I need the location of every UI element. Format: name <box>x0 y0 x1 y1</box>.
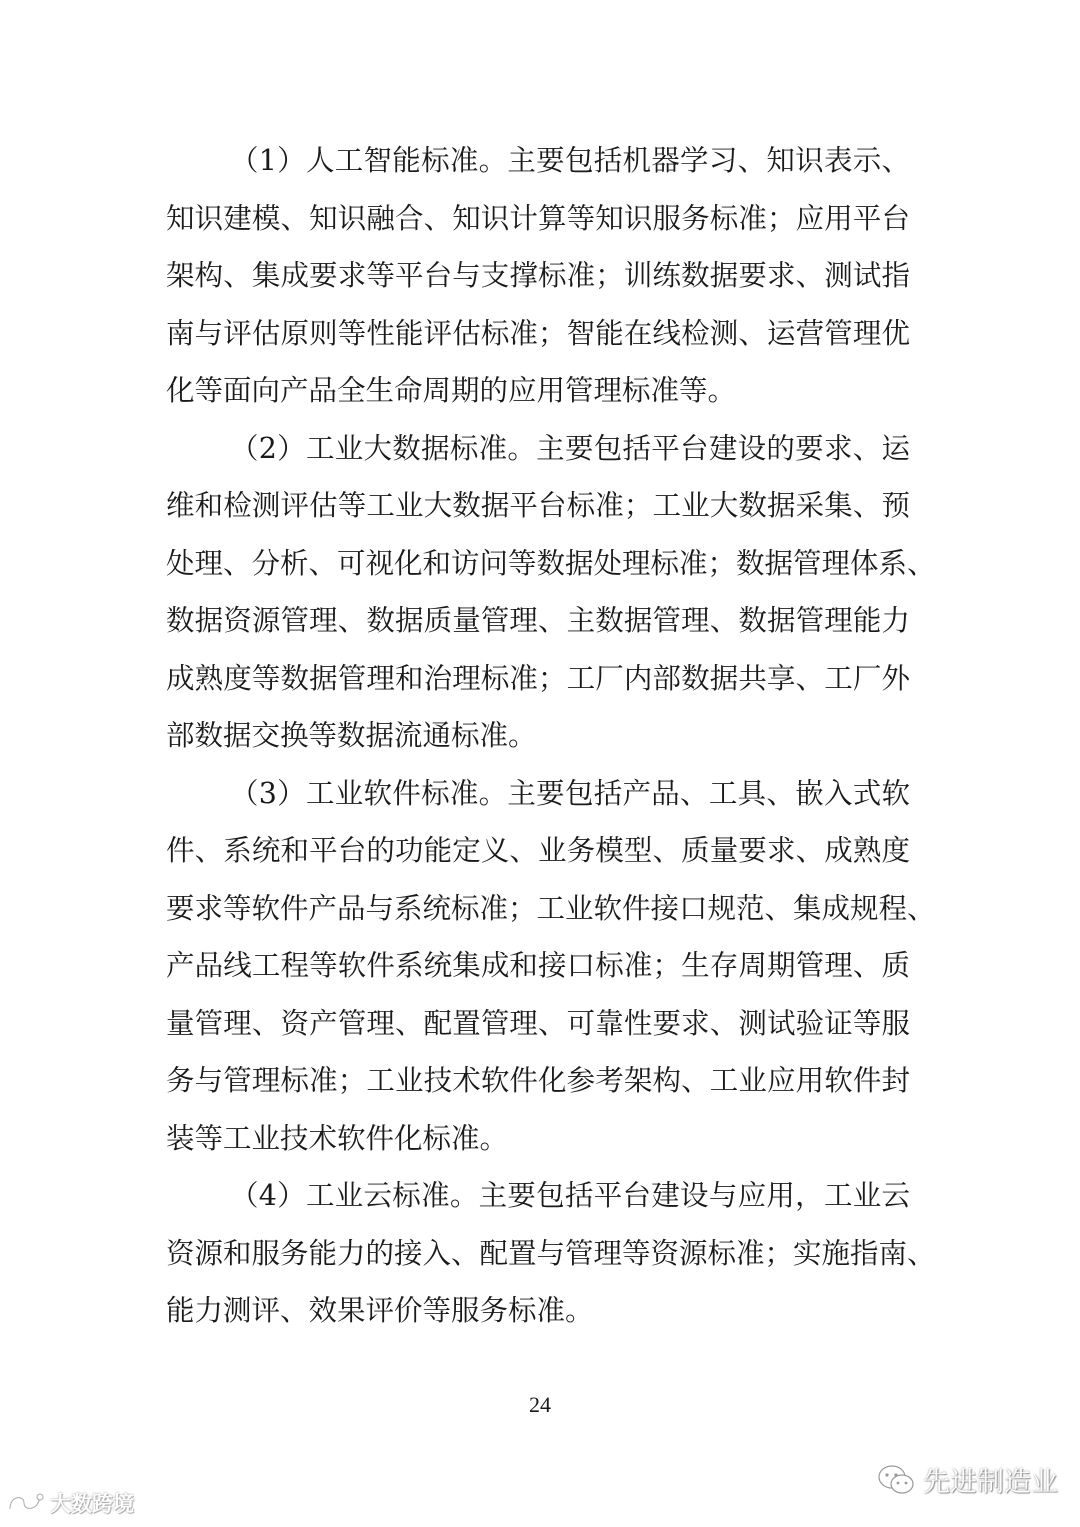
text-line: 架构、集成要求等平台与支撑标准；训练数据要求、测试指 <box>166 259 910 292</box>
paragraph-big-data-standards <box>166 420 936 765</box>
text-line: （3）工业软件标准。主要包括产品、工具、嵌入式软 <box>230 776 910 810</box>
text-line: 要求等软件产品与系统标准；工业软件接口规范、集成规程、 <box>166 891 936 925</box>
watermark-text: 大数跨境 <box>50 1492 134 1516</box>
text-line: 产品线工程等软件系统集成和接口标准；生存周期管理、质 <box>166 949 910 982</box>
page-number: 24 <box>529 1392 551 1417</box>
paragraph-software-standards <box>166 765 936 1168</box>
text-line: 装等工业技术软件化标准。 <box>166 1121 509 1155</box>
text-line: 件、系统和平台的功能定义、业务模型、质量要求、成熟度 <box>166 834 910 867</box>
paragraph-ai-standards <box>166 132 910 420</box>
wechat-watermark <box>877 1460 1058 1499</box>
source-watermark <box>6 1488 134 1518</box>
logo-icon <box>6 1489 46 1517</box>
wechat-icon <box>877 1463 915 1497</box>
text-line: 能力测评、效果评价等服务标准。 <box>166 1294 594 1327</box>
text-line: 量管理、资产管理、配置管理、可靠性要求、测试验证等服 <box>166 1006 910 1040</box>
text-line: 务与管理标准；工业技术软件化参考架构、工业应用软件封 <box>166 1064 910 1097</box>
text-line: 化等面向产品全生命周期的应用管理标准等。 <box>166 374 737 407</box>
watermark-text: 先进制造业 <box>923 1467 1058 1498</box>
text-line: 南与评估原则等性能评估标准；智能在线检测、运营管理优 <box>166 316 910 350</box>
body-text <box>166 132 936 1340</box>
text-line: 成熟度等数据管理和治理标准；工厂内部数据共享、工厂外 <box>166 661 910 695</box>
text-line: （1）人工智能标准。主要包括机器学习、知识表示、 <box>230 144 910 177</box>
text-line: 部数据交换等数据流通标准。 <box>166 719 537 752</box>
text-line: （2）工业大数据标准。主要包括平台建设的要求、运 <box>230 431 910 465</box>
text-line: 数据资源管理、数据质量管理、主数据管理、数据管理能力 <box>166 604 910 637</box>
paragraph-cloud-standards <box>166 1167 936 1340</box>
text-line: 知识建模、知识融合、知识计算等知识服务标准；应用平台 <box>166 201 910 235</box>
text-line: 维和检测评估等工业大数据平台标准；工业大数据采集、预 <box>166 489 910 522</box>
text-line: （4）工业云标准。主要包括平台建设与应用，工业云 <box>230 1179 910 1212</box>
text-line: 资源和服务能力的接入、配置与管理等资源标准；实施指南、 <box>166 1236 936 1270</box>
text-line: 处理、分析、可视化和访问等数据处理标准；数据管理体系、 <box>166 546 936 580</box>
